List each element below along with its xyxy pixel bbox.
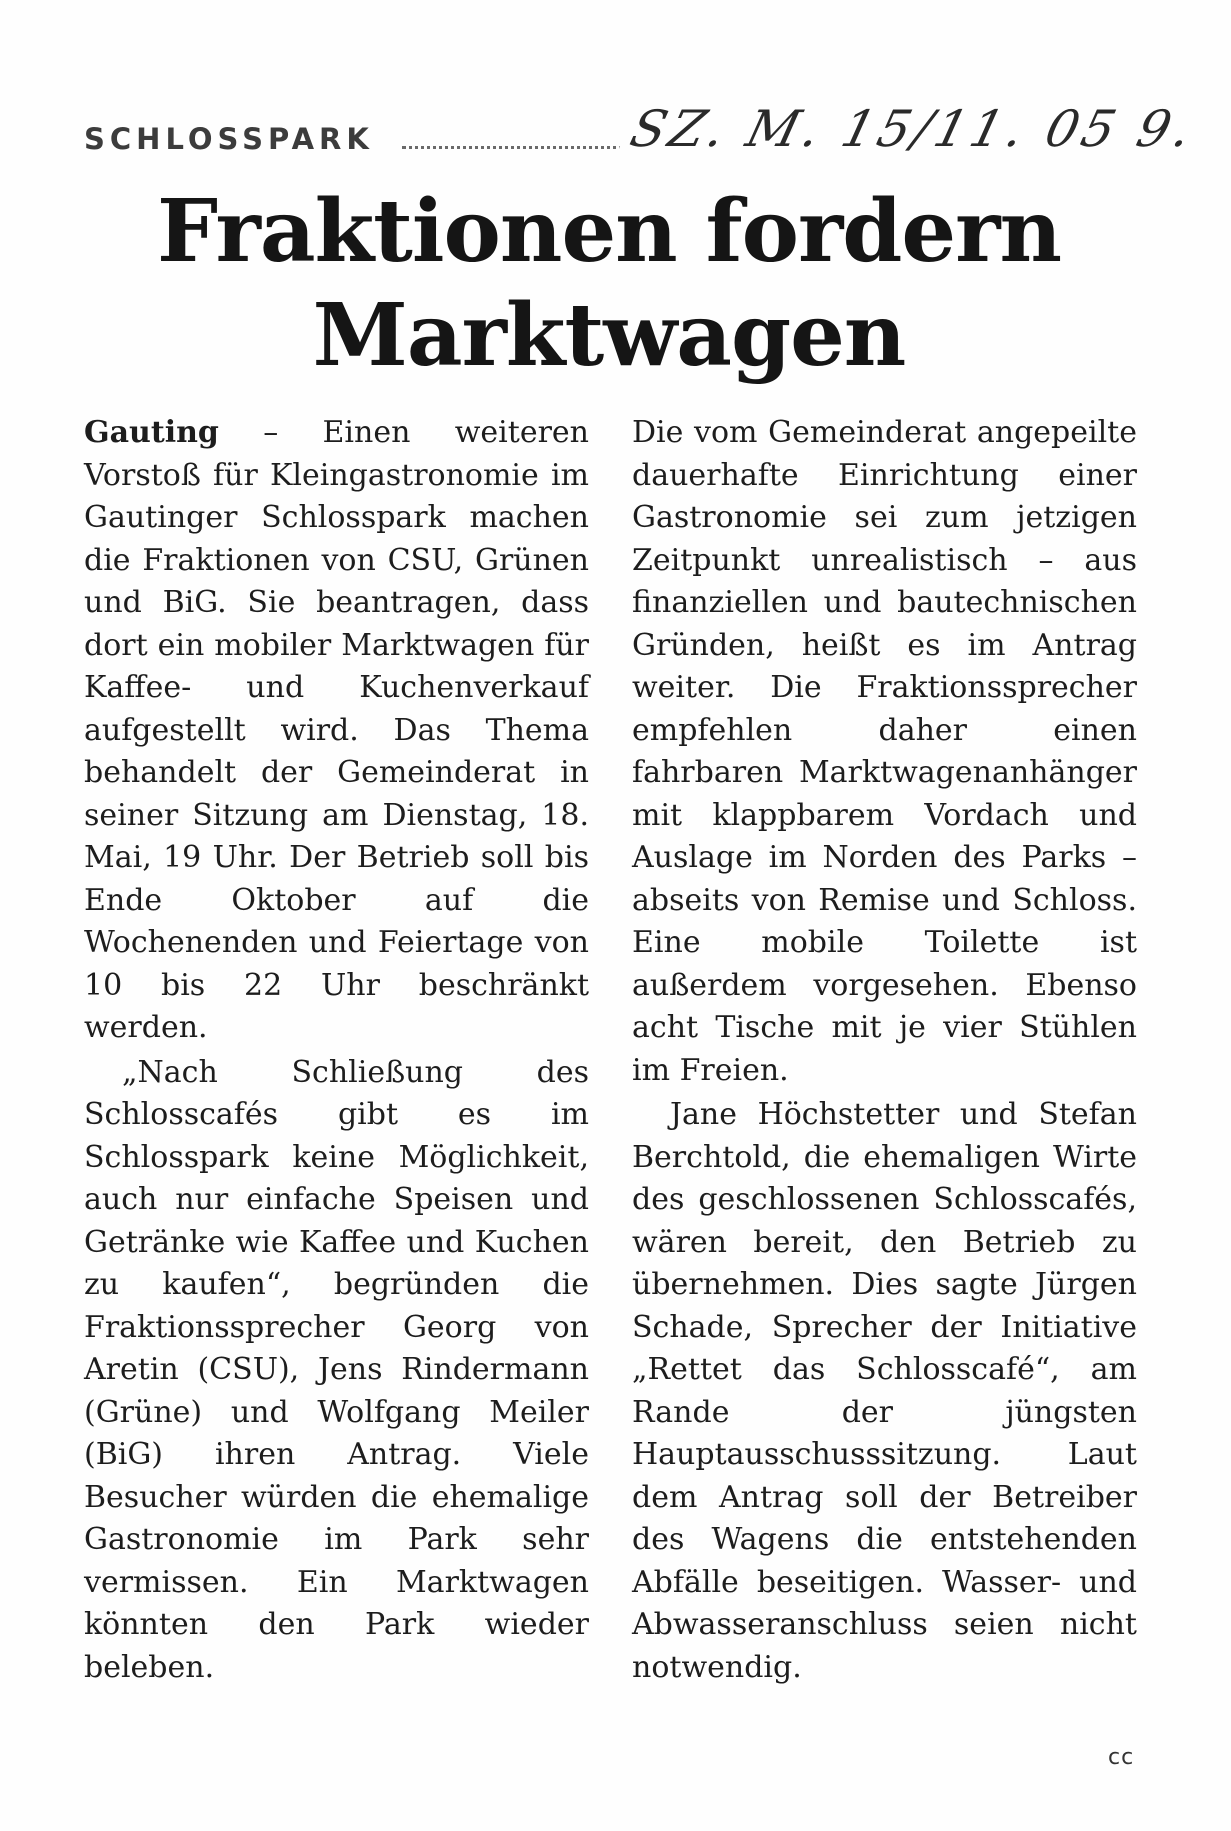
paragraph-4: Jane Höchstetter und Stefan Berchtold, die ehemaligen Wirte des geschlossenen Schlosscafés, wären bereit, den Betrieb zu übernehmen. Dies sagte Jürgen Schade, Sprecher der Initiative „Rettet das Schlosscafé“, am Rande der jüngsten Hauptausschusssitzung. Laut dem Antrag soll der Betreiber des Wagens die entstehenden Abfälle beseitigen. Wasser- und Abwasseranschluss seien nicht notwendig.: [632, 1097, 1137, 1685]
handwritten-date-note: SZ. M. 15/11. 05 9.: [617, 100, 1209, 158]
section-rubric: SCHLOSSPARK: [84, 122, 374, 156]
paragraph-1-text: – Einen weiteren Vorstoß für Kleingastronomie im Gautinger Schlosspark machen die Fraktionen von CSU, Grünen und BiG. Sie beantragen, dass dort ein mobiler Marktwagen für Kaffee- und Kuchenverkauf aufgestellt wird. Das Thema behandelt der Gemeinderat in seiner Sitzung am Dienstag, 18. Mai, 19 Uhr. Der Betrieb soll bis Ende Oktober auf die Wochenenden und Feiertage von 10 bis 22 Uhr beschränkt werden.: [84, 415, 589, 1045]
paragraph-3: Die vom Gemeinderat angepeilte dauerhafte Einrichtung einer Gastronomie sei zum jetzigen Zeitpunkt unrealistisch – aus finanziellen und bautechnischen Gründen, heißt es im Antrag weiter. Die Fraktionssprecher empfehlen daher einen fahrbaren Marktwagenanhänger mit klappbarem Vordach und Auslage im Norden des Parks – abseits von Remise und Schloss. Eine mobile Toilette ist außerdem vorgesehen. Ebenso acht Tische mit je vier Stühlen im Freien.: [632, 415, 1137, 1088]
headline-line-2: Marktwagen: [312, 285, 906, 386]
article-column-right: [632, 412, 1137, 1689]
dateline: Gauting: [84, 415, 219, 450]
rubric-row: [84, 100, 1202, 170]
paragraph-2: „Nach Schließung des Schlosscafés gibt es im Schlosspark keine Möglichkeit, auch nur einfache Speisen und Getränke wie Kaffee und Kuchen zu kaufen“, begründen die Fraktionssprecher Georg von Aretin (CSU), Jens Rindermann (Grüne) und Wolfgang Meiler (BiG) ihren Antrag. Viele Besucher würden die ehemalige Gastronomie im Park sehr vermissen. Ein Marktwagen könnten den Park wieder beleben.: [84, 1054, 589, 1685]
paragraph-1: [84, 412, 589, 1050]
headline: [84, 180, 1134, 388]
article-column-left: [84, 412, 589, 1689]
author-initials: cc: [1108, 1745, 1135, 1770]
headline-line-1: Fraktionen fordern: [157, 181, 1061, 282]
